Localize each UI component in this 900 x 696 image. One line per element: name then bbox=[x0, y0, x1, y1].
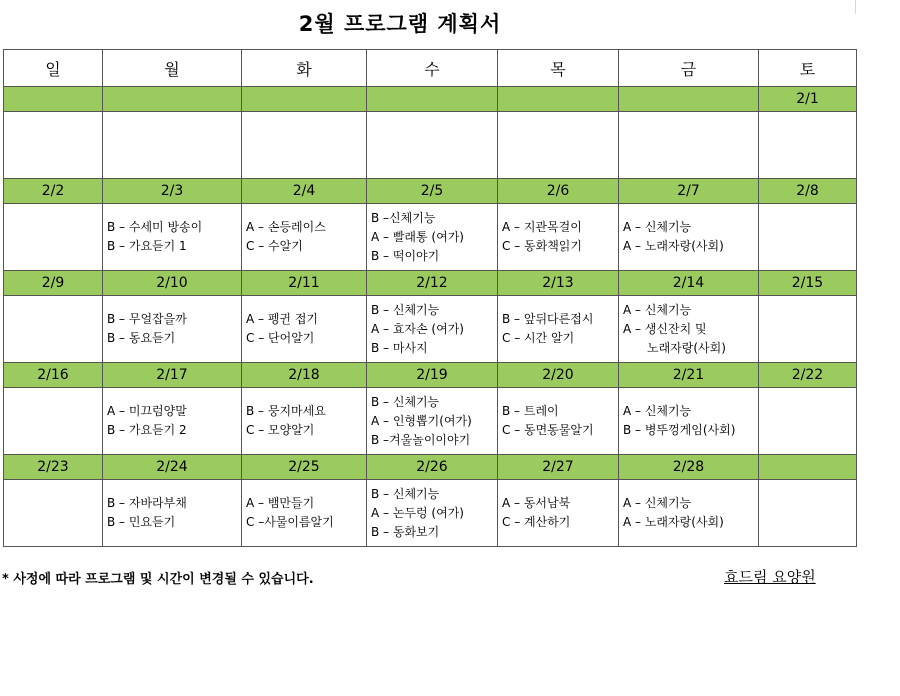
activity-cell bbox=[103, 296, 242, 363]
date-cell: 2/23 bbox=[4, 455, 103, 480]
activity-cell bbox=[759, 204, 857, 271]
date-cell: 2/27 bbox=[498, 455, 619, 480]
activity-item: C – 시간 알기 bbox=[502, 331, 575, 345]
activity-item: B – 병뚜껑게임(사회) bbox=[623, 423, 736, 437]
date-cell: 2/24 bbox=[103, 455, 242, 480]
activity-item: A – 뱀만들기 bbox=[246, 496, 315, 510]
date-cell: 2/18 bbox=[242, 363, 367, 388]
activity-item: A – 신체기능 bbox=[623, 220, 692, 234]
activity-cell bbox=[367, 112, 498, 179]
schedule-table bbox=[3, 49, 857, 547]
page-title: 2월 프로그램 계획서 bbox=[298, 12, 502, 36]
date-cell: 2/9 bbox=[4, 271, 103, 296]
activity-cell bbox=[759, 480, 857, 547]
activity-item: B – 뭉지마세요 bbox=[246, 404, 326, 418]
activity-list bbox=[103, 388, 241, 454]
weekday-header-mon: 월 bbox=[103, 50, 242, 87]
date-cell bbox=[242, 87, 367, 112]
activity-item: 노래자랑(사회) bbox=[647, 340, 726, 355]
weekday-header-sat: 토 bbox=[759, 50, 857, 87]
activity-cell bbox=[759, 388, 857, 455]
date-cell: 2/14 bbox=[619, 271, 759, 296]
activity-row-week-3 bbox=[4, 296, 857, 363]
activity-list bbox=[242, 480, 366, 546]
activity-list bbox=[242, 388, 366, 454]
activity-list bbox=[498, 296, 618, 362]
activity-item: A – 노래자랑(사회) bbox=[623, 515, 724, 529]
activity-row-week-2 bbox=[4, 204, 857, 271]
date-cell: 2/4 bbox=[242, 179, 367, 204]
date-cell bbox=[759, 455, 857, 480]
activity-cell bbox=[242, 204, 367, 271]
activity-item: A – 효자손 (여가) bbox=[371, 321, 464, 336]
activity-row-week-1 bbox=[4, 112, 857, 179]
activity-item: C – 동면동물알기 bbox=[502, 423, 594, 437]
date-cell: 2/15 bbox=[759, 271, 857, 296]
date-cell bbox=[498, 87, 619, 112]
activity-list bbox=[498, 388, 618, 454]
activity-cell bbox=[242, 480, 367, 547]
activity-item: B – 무얼잡을까 bbox=[107, 312, 187, 326]
activity-item: B – 자바라부채 bbox=[107, 496, 187, 510]
activity-list bbox=[367, 388, 497, 454]
activity-item: B – 동요듣기 bbox=[107, 331, 176, 345]
date-cell: 2/1 bbox=[759, 87, 857, 112]
activity-list bbox=[103, 296, 241, 362]
activity-item: C – 단어알기 bbox=[246, 331, 315, 345]
weekday-header-tue: 화 bbox=[242, 50, 367, 87]
date-row-week-4 bbox=[4, 363, 857, 388]
activity-cell bbox=[498, 296, 619, 363]
activity-cell bbox=[367, 204, 498, 271]
activity-cell bbox=[242, 296, 367, 363]
date-cell: 2/17 bbox=[103, 363, 242, 388]
weekday-header-thu: 목 bbox=[498, 50, 619, 87]
activity-cell bbox=[619, 388, 759, 455]
activity-cell bbox=[103, 204, 242, 271]
weekday-header-fri: 금 bbox=[619, 50, 759, 87]
date-cell: 2/26 bbox=[367, 455, 498, 480]
date-cell: 2/22 bbox=[759, 363, 857, 388]
activity-cell bbox=[4, 480, 103, 547]
activity-list bbox=[367, 296, 497, 362]
date-cell bbox=[4, 87, 103, 112]
activity-item: B – 신체기능 bbox=[371, 302, 440, 317]
activity-item: A – 신체기능 bbox=[623, 404, 692, 418]
date-cell: 2/7 bbox=[619, 179, 759, 204]
activity-item: C – 수알기 bbox=[246, 239, 303, 253]
activity-cell bbox=[4, 296, 103, 363]
activity-item: B – 민요듣기 bbox=[107, 515, 176, 529]
activity-cell bbox=[367, 480, 498, 547]
date-cell: 2/3 bbox=[103, 179, 242, 204]
activity-item: A – 지관목걸이 bbox=[502, 220, 582, 234]
activity-cell bbox=[367, 296, 498, 363]
activity-cell bbox=[367, 388, 498, 455]
activity-item: B – 가요듣기 1 bbox=[107, 239, 187, 253]
weekday-header-wed: 수 bbox=[367, 50, 498, 87]
date-row-week-2 bbox=[4, 179, 857, 204]
activity-list bbox=[103, 480, 241, 546]
activity-list bbox=[103, 204, 241, 270]
activity-item: C – 계산하기 bbox=[502, 515, 571, 529]
date-cell: 2/19 bbox=[367, 363, 498, 388]
date-cell bbox=[103, 87, 242, 112]
activity-list bbox=[619, 296, 758, 362]
weekday-header-sun: 일 bbox=[4, 50, 103, 87]
activity-row-week-4 bbox=[4, 388, 857, 455]
activity-cell bbox=[4, 112, 103, 179]
activity-list bbox=[498, 204, 618, 270]
activity-item: A – 신체기능 bbox=[623, 496, 692, 510]
activity-cell bbox=[242, 388, 367, 455]
activity-cell bbox=[619, 112, 759, 179]
activity-item: B – 떡이야기 bbox=[371, 248, 440, 263]
activity-item: B –겨울놀이이야기 bbox=[371, 432, 471, 447]
activity-cell bbox=[498, 112, 619, 179]
date-cell: 2/16 bbox=[4, 363, 103, 388]
activity-item: C – 모양알기 bbox=[246, 423, 315, 437]
activity-item: A – 생신잔치 및 bbox=[623, 321, 707, 336]
signature: 효드림 요양원 bbox=[724, 568, 816, 586]
activity-cell bbox=[4, 388, 103, 455]
date-cell: 2/13 bbox=[498, 271, 619, 296]
date-cell bbox=[619, 87, 759, 112]
activity-item: C – 동화책읽기 bbox=[502, 239, 582, 253]
activity-item: B – 수세미 방송이 bbox=[107, 220, 203, 234]
activity-item: A – 미끄럼양말 bbox=[107, 404, 187, 418]
activity-row-week-5 bbox=[4, 480, 857, 547]
activity-cell bbox=[759, 296, 857, 363]
date-cell: 2/12 bbox=[367, 271, 498, 296]
activity-item: B – 마사지 bbox=[371, 340, 428, 355]
activity-list bbox=[367, 480, 497, 546]
activity-cell bbox=[759, 112, 857, 179]
date-cell: 2/20 bbox=[498, 363, 619, 388]
date-cell: 2/28 bbox=[619, 455, 759, 480]
activity-list bbox=[242, 204, 366, 270]
activity-item: A – 손등레이스 bbox=[246, 220, 326, 234]
date-cell bbox=[367, 87, 498, 112]
date-row-week-3 bbox=[4, 271, 857, 296]
activity-item: B – 가요듣기 2 bbox=[107, 423, 187, 437]
activity-cell bbox=[619, 480, 759, 547]
date-row-week-5 bbox=[4, 455, 857, 480]
activity-cell bbox=[498, 388, 619, 455]
date-cell: 2/2 bbox=[4, 179, 103, 204]
date-row-week-1 bbox=[4, 87, 857, 112]
date-cell: 2/21 bbox=[619, 363, 759, 388]
activity-cell bbox=[103, 112, 242, 179]
activity-item: A – 논두렁 (여가) bbox=[371, 505, 464, 520]
activity-cell bbox=[619, 204, 759, 271]
activity-list bbox=[498, 480, 618, 546]
activity-cell bbox=[4, 204, 103, 271]
activity-item: B – 신체기능 bbox=[371, 394, 440, 409]
date-cell: 2/8 bbox=[759, 179, 857, 204]
activity-item: A – 동서남북 bbox=[502, 496, 571, 510]
activity-list bbox=[619, 204, 758, 270]
activity-item: A – 신체기능 bbox=[623, 302, 692, 317]
activity-list bbox=[619, 480, 758, 546]
activity-cell bbox=[498, 480, 619, 547]
activity-item: B – 앞뒤다른접시 bbox=[502, 312, 594, 326]
activity-item: B – 동화보기 bbox=[371, 524, 440, 539]
activity-cell bbox=[103, 388, 242, 455]
date-cell: 2/5 bbox=[367, 179, 498, 204]
activity-item: A – 노래자랑(사회) bbox=[623, 239, 724, 253]
activity-cell bbox=[619, 296, 759, 363]
activity-cell bbox=[498, 204, 619, 271]
activity-list bbox=[619, 388, 758, 454]
activity-item: B – 신체기능 bbox=[371, 486, 440, 501]
activity-item: B – 트레이 bbox=[502, 404, 559, 418]
activity-item: B –신체기능 bbox=[371, 210, 436, 225]
top-rule bbox=[855, 0, 856, 14]
activity-list bbox=[367, 204, 497, 270]
date-cell: 2/10 bbox=[103, 271, 242, 296]
activity-cell bbox=[242, 112, 367, 179]
activity-list bbox=[242, 296, 366, 362]
date-cell: 2/11 bbox=[242, 271, 367, 296]
activity-item: C –사물이름알기 bbox=[246, 515, 334, 529]
weekday-header-row bbox=[4, 50, 857, 87]
activity-item: A – 펭귄 접기 bbox=[246, 312, 319, 326]
footer-note: * 사정에 따라 프로그램 및 시간이 변경될 수 있습니다. bbox=[2, 572, 314, 587]
date-cell: 2/25 bbox=[242, 455, 367, 480]
activity-item: A – 빨래통 (여가) bbox=[371, 229, 464, 244]
activity-item: A – 인형뽑기(여가) bbox=[371, 413, 472, 428]
activity-cell bbox=[103, 480, 242, 547]
date-cell: 2/6 bbox=[498, 179, 619, 204]
